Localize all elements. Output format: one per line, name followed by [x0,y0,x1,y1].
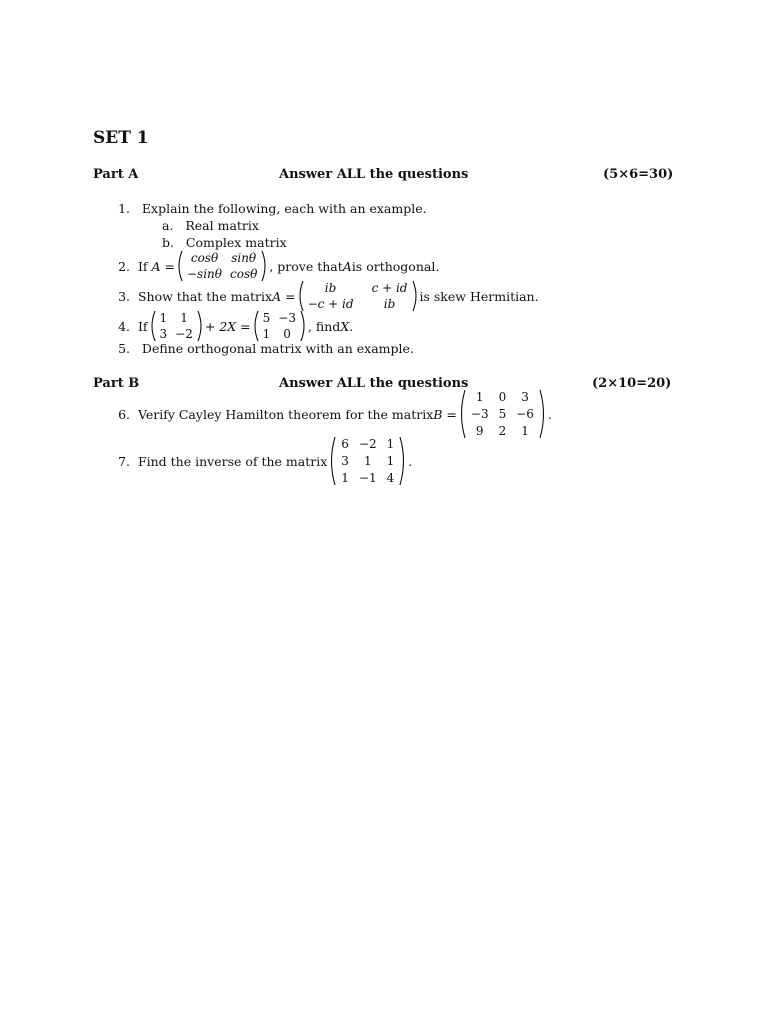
part-a-marks: (5×6=30) [603,167,674,182]
matrix-q2: cosθ sinθ −sinθ cosθ [176,250,268,282]
question-3: 3. Show that the matrix A = ib c + id −c + id ib is skew Hermitian. [118,281,539,311]
question-1a: a. Real matrix [162,218,259,233]
matrix-q7: 6 −2 1 3 1 1 1 −1 4 [328,436,407,486]
question-1: 1. Explain the following, each with an example. [118,201,427,216]
matrix-q4-right: 5 −3 1 0 [252,310,307,342]
part-b-label: Part B [93,376,140,391]
part-a-instruction: Answer ALL the questions [279,167,469,182]
question-1b: b. Complex matrix [162,235,287,250]
question-6: 6. Verify Cayley Hamilton theorem for the matrix B = 1 0 3 −3 5 −6 9 2 1 . [118,390,552,438]
question-2: 2. If A = cosθ sinθ −sinθ cosθ , prove that A is orthogonal. [118,251,440,281]
question-1-text: Explain the following, each with an example. [141,201,427,216]
matrix-q6: 1 0 3 −3 5 −6 9 2 1 [458,389,547,439]
question-4: 4. If 1 1 3 −2 + 2X = 5 −3 1 0 , find X . [118,311,354,341]
set-title: SET 1 [93,128,149,148]
part-a-label: Part A [93,167,139,182]
question-7: 7. Find the inverse of the matrix 6 −2 1 3 1 1 1 −1 4 . [118,437,413,485]
part-b-instruction: Answer ALL the questions [279,376,469,391]
matrix-q4-left: 1 1 3 −2 [149,310,204,342]
matrix-q3: ib c + id −c + id ib [297,280,419,312]
question-5: 5. Define orthogonal matrix with an example. [118,341,414,356]
part-b-marks: (2×10=20) [592,376,672,391]
